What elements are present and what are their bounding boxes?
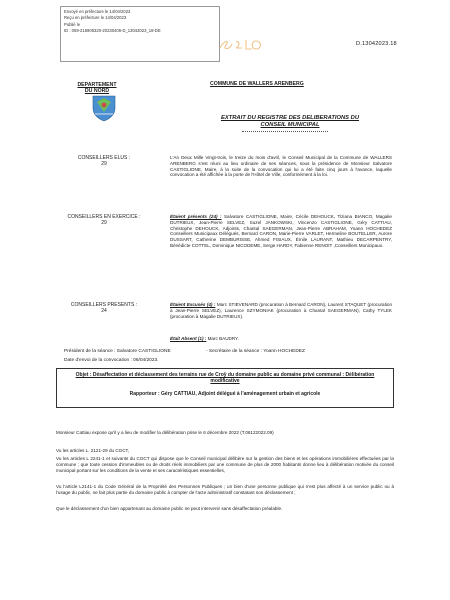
presents-count: 24 — [101, 308, 107, 315]
conseillers-elus-label — [44, 155, 164, 168]
visa-cgppp-2141: Vu l'article L2141-1 du Code Général de la Propriété des Personnes Publiques ; un bien d'une personne publique qui n'est plus affecté à un service public ou à l'usage du public, ne fait plus partie du domaine public à compter de l'acte administratif constatant son déclassement ; — [56, 484, 394, 495]
stamp-line-received: Reçu en préfecture le 14/04/2023 — [64, 15, 127, 21]
expose-intro: Monsieur Cattiau expose qu'il y a lieu de modifier la délibération prise le 6 décembre 2022 (T.06122022.09) — [56, 430, 274, 435]
exercice-label-text: CONSEILLERS EN EXERCICE : — [67, 214, 141, 220]
presents-label-text: CONSEILLERS PRESENTS : — [70, 302, 138, 308]
stamp-line-id: ID : 059-215906320-20230406-D_13042023_18-DE — [64, 28, 161, 34]
elus-count: 29 — [101, 161, 107, 168]
secretaire-seance: - Secrétaire de la séance : Yoann HOCHEDEZ — [206, 349, 305, 354]
declassement-condition: Que le déclassement d'un bien appartenant au domaine public ne peut intervenir sans désaffectation préalable. — [56, 506, 283, 511]
excuses-heading: Étaient Excusés (4) : — [170, 302, 216, 307]
absent-list: Marc BAUDRY. — [206, 336, 239, 341]
date-envoi-convocation: Date d'envoi de la convocation : 06/04/2023. — [64, 358, 159, 363]
conseillers-exercice-label — [44, 214, 164, 227]
stamp-handwriting — [218, 38, 264, 52]
exercice-count: 29 — [101, 220, 107, 227]
visa-cgct-2121: Vu les articles L. 2121-29 du CGCT, — [56, 448, 130, 453]
departement-line1: DEPARTEMENT — [77, 82, 117, 88]
excuses-list: Marc STIEVENARD (procuration à Bernard CARON), Laurent STAQUET (procuration à Jean-Pierre SELVEZ), Laurence SZYMONIAK (procuration à Chantal SAEGERMAN), Cathy TYLEK (procuration à Magalie DUTRIEUX). — [170, 302, 393, 319]
title-divider — [242, 131, 328, 132]
visa-cgct-2241: Vu les articles L 2241-1 et suivants du CGCT qui dispose que le Conseil municipal délibère sur la gestion des biens et les opérations immobilières effectuées par la commune ; que toute cession d'immeubles ou de droits réels immobiliers par une commune de plus de 2000 habitants donne lieu à délibération motivée du conseil municipal portant sur les conditions de la vente et ses caractéristiques essentielles, — [56, 456, 394, 473]
elus-label-text: CONSEILLERS ELUS : — [77, 155, 131, 161]
extrait-title — [192, 115, 388, 129]
excuses-paragraph — [170, 302, 392, 319]
commune-heading: COMMUNE DE WALLERS ARENBERG — [210, 81, 304, 87]
deliberation-reference: D.13042023.18 — [356, 41, 397, 47]
departement-heading — [62, 82, 132, 95]
objet-box — [56, 368, 394, 408]
conseillers-presents-label — [44, 302, 164, 315]
extrait-title-line1: EXTRAIT DU REGISTRE DES DELIBERATIONS DU — [220, 115, 360, 121]
stamp-line-published: Publié le — [64, 21, 81, 27]
president-seance: Président de la séance : Salvatore CASTIGLIONE — [64, 349, 171, 354]
stamp-line-sent: Envoyé en préfecture le 14/04/2023 — [64, 9, 131, 14]
presents-paragraph — [170, 214, 392, 249]
handwritten-mark-icon — [218, 38, 264, 52]
extrait-title-line2: CONSEIL MUNICIPAL — [260, 122, 320, 128]
seance-intro-paragraph: L'An Deux Mille Vingt-trois, le treize du mois d'avril, le Conseil Municipal de la Commune de WALLERS ARENBERG s'est réuni au lieu ordinaire de ses séances, sous la présidence de Monsieur Salvatore CASTIGLIONE, Maire, à la suite de la convocation qui lui a été faite cinq jours à l'avance, laquelle convocation a été affichée à la porte de l'Hôtel de Ville, conformément à la loi. — [170, 155, 392, 178]
presents-heading: Étaient présents (24) : — [170, 214, 222, 219]
absent-heading: Était Absent (1) : — [170, 336, 207, 341]
commune-coat-of-arms-icon — [91, 94, 117, 122]
objet-title: Objet : Désaffectation et déclassement des terrains rue de Croÿ du domaine public au domaine privé communal : Délibération modificative — [75, 372, 375, 385]
rapporteur: Rapporteur : Géry CATTIAU, Adjoint délégué à l'aménagement urbain et agricole — [129, 390, 321, 397]
absent-paragraph — [170, 336, 392, 342]
departement-line2: DU NORD — [84, 88, 110, 95]
presents-list: Salvatore CASTIGLIONE, Maire, Cécile DEHOUCK, Tiziana BIANCO, Magalie DUTRIEUX, Jean-Pierre SELVEZ, Suzel JANKOWSKI, Vincenzo CASTIGLIONE, Géry CATTIAU, Christophe DEHOUCK, Adjoints, Chantal SAEGERMAN, Jean-Pierre ABRAHAM, Yoann HOCHEDEZ Conseillers Municipaux Délégués, Bernard CARON, Marie-Pierre VARLET, Hermeline BOUTELLER, Aurore DUSSART, Catherine DEMBURISSE, Ahmed FISIAUX, Émile LAURANT, Mathieu DECARPENTRY, Bénédicte COTTEL, Dominique NICODEME, Serge HARDY, Fabienne RENOIT ,Conseillers Municipaux. — [170, 214, 392, 248]
transmission-stamp — [60, 6, 220, 62]
